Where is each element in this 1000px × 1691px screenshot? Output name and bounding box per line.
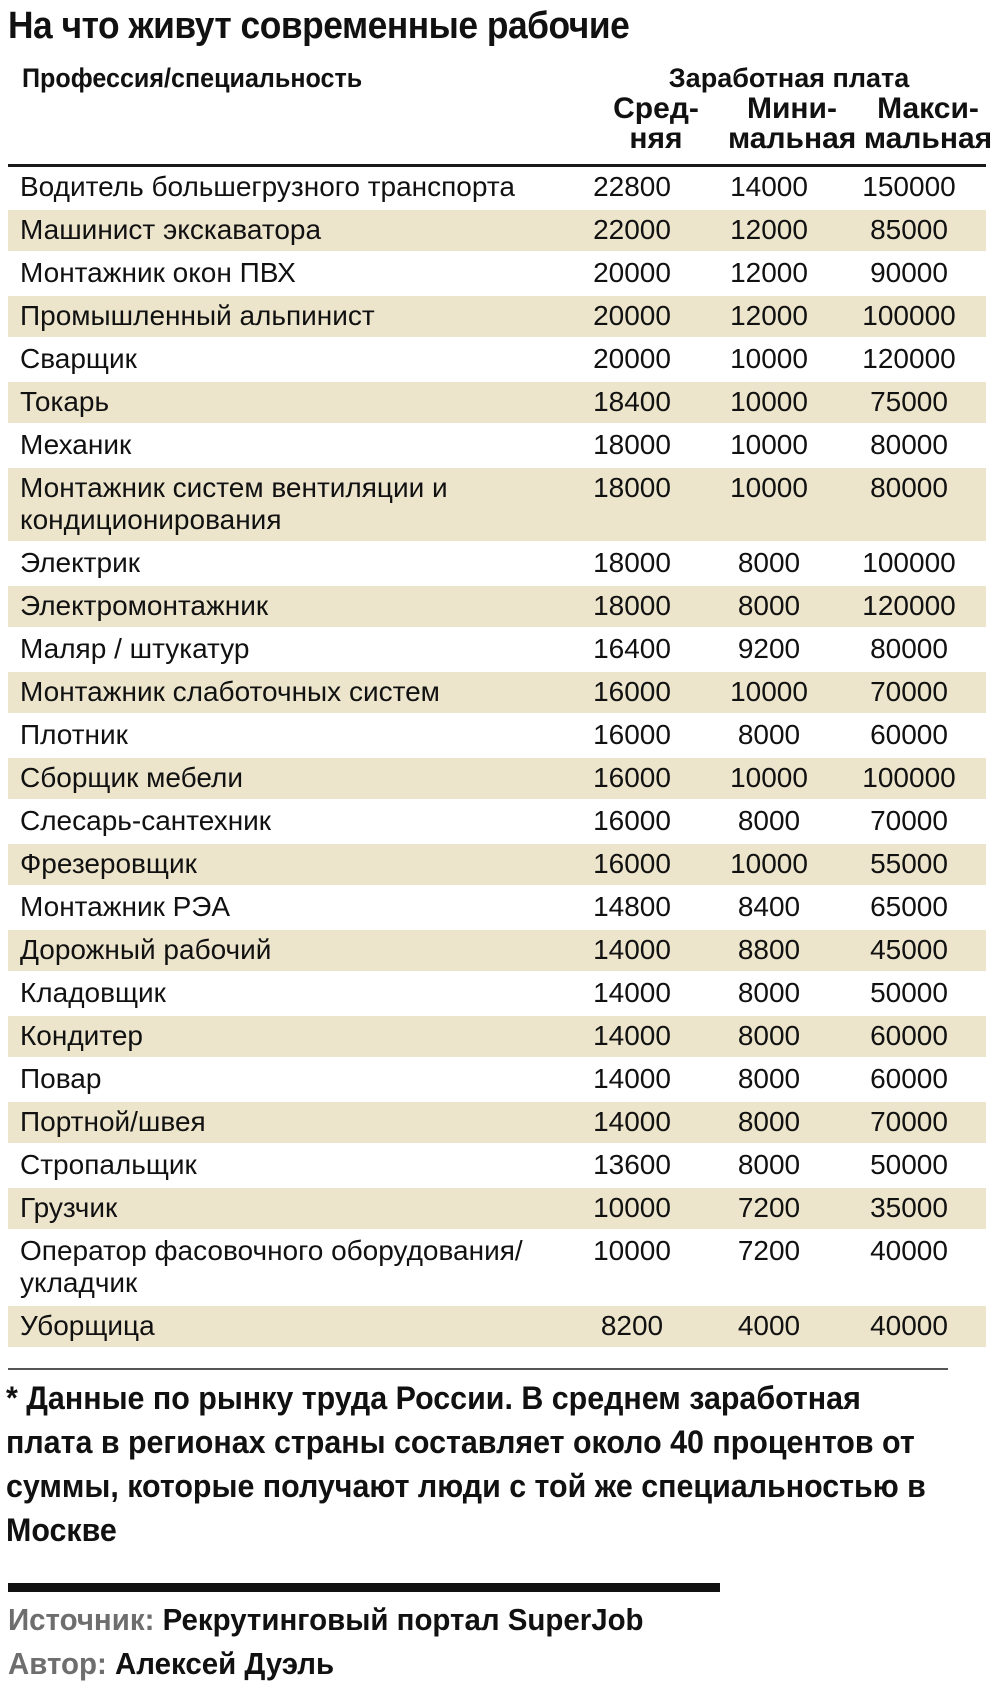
maximum-salary-cell: 65000 bbox=[870, 891, 948, 922]
maximum-salary-cell: 40000 bbox=[832, 1305, 986, 1348]
average-salary-cell: 14000 bbox=[593, 977, 671, 1008]
profession-cell bbox=[8, 167, 558, 209]
minimum-salary-cell: 8000 bbox=[737, 719, 801, 750]
profession-cell bbox=[8, 972, 558, 1015]
average-salary-cell: 14000 bbox=[558, 929, 706, 972]
source-label: Источник: bbox=[8, 1602, 155, 1637]
salary-table bbox=[8, 167, 986, 1349]
minimum-salary-cell: 8000 bbox=[706, 1101, 832, 1144]
average-salary-cell: 16000 bbox=[558, 843, 706, 886]
profession-cell bbox=[8, 886, 558, 929]
table-row bbox=[8, 1187, 986, 1230]
profession-line: Плотник bbox=[20, 719, 128, 750]
average-salary-cell: 16000 bbox=[558, 757, 706, 800]
profession-cell bbox=[8, 843, 558, 886]
maximum-salary-cell: 45000 bbox=[832, 929, 986, 972]
minimum-column-header bbox=[728, 94, 856, 154]
maximum-salary-cell: 120000 bbox=[832, 585, 986, 628]
table-row bbox=[8, 295, 986, 338]
maximum-salary-cell: 100000 bbox=[862, 547, 956, 578]
average-salary-cell: 18000 bbox=[558, 585, 706, 628]
footnote: * Данные по рынку труда России. В среднем заработная плата в регионах страны составляет около 40 процентов от суммы, которые получают люди с той же специальностью в Москве bbox=[6, 1380, 926, 1548]
table-row bbox=[8, 167, 986, 209]
maximum-salary-cell: 70000 bbox=[870, 805, 948, 836]
average-header-line: Сред- bbox=[613, 92, 699, 125]
table-row bbox=[8, 1144, 986, 1187]
average-salary-cell: 16000 bbox=[593, 805, 671, 836]
minimum-header-line: Мини- bbox=[747, 92, 837, 125]
average-salary-cell: 18400 bbox=[558, 381, 706, 424]
profession-line: Маляр / штукатур bbox=[20, 633, 250, 664]
profession-cell bbox=[8, 800, 558, 843]
average-salary-cell: 10000 bbox=[593, 1235, 671, 1266]
table-row bbox=[8, 1101, 986, 1144]
table-row bbox=[8, 542, 986, 585]
profession-cell bbox=[8, 467, 558, 542]
profession-cell bbox=[8, 929, 558, 972]
average-salary-cell: 16000 bbox=[558, 671, 706, 714]
profession-line: кондиционирования bbox=[20, 504, 282, 535]
average-salary-cell: 8200 bbox=[558, 1305, 706, 1348]
minimum-salary-cell: 10000 bbox=[706, 467, 832, 542]
average-column-header bbox=[606, 94, 706, 154]
maximum-salary-cell: 100000 bbox=[832, 295, 986, 338]
table-row bbox=[8, 886, 986, 929]
minimum-salary-cell: 7200 bbox=[706, 1187, 832, 1230]
table-row bbox=[8, 1305, 986, 1348]
average-salary-cell: 18000 bbox=[593, 429, 671, 460]
profession-cell bbox=[8, 1187, 558, 1230]
minimum-salary-cell: 8000 bbox=[737, 977, 801, 1008]
maximum-salary-cell: 75000 bbox=[832, 381, 986, 424]
profession-cell bbox=[8, 252, 558, 295]
profession-line: Промышленный альпинист bbox=[20, 300, 375, 331]
page-title: На что живут современные рабочие bbox=[8, 5, 630, 47]
profession-line: Слесарь-сантехник bbox=[20, 805, 272, 836]
profession-line: Повар bbox=[20, 1063, 102, 1094]
salary-table-body bbox=[8, 167, 986, 1348]
profession-cell bbox=[8, 1058, 558, 1101]
table-row bbox=[8, 467, 986, 542]
maximum-salary-cell: 80000 bbox=[870, 429, 948, 460]
profession-cell bbox=[8, 209, 558, 252]
profession-line: Электрик bbox=[20, 547, 140, 578]
profession-line: Водитель большегрузного транспорта bbox=[20, 171, 515, 202]
minimum-salary-cell: 8800 bbox=[706, 929, 832, 972]
minimum-salary-cell: 10000 bbox=[706, 671, 832, 714]
maximum-salary-cell: 100000 bbox=[832, 757, 986, 800]
maximum-salary-cell: 90000 bbox=[870, 257, 948, 288]
profession-line: Портной/швея bbox=[20, 1106, 206, 1137]
minimum-salary-cell: 10000 bbox=[730, 429, 808, 460]
minimum-salary-cell: 12000 bbox=[706, 209, 832, 252]
author-label: Автор: bbox=[8, 1646, 107, 1681]
maximum-salary-cell: 60000 bbox=[832, 1015, 986, 1058]
table-row bbox=[8, 843, 986, 886]
table-row bbox=[8, 252, 986, 295]
profession-cell bbox=[8, 628, 558, 671]
profession-cell bbox=[8, 585, 558, 628]
profession-line: Сварщик bbox=[20, 343, 137, 374]
average-salary-cell: 10000 bbox=[558, 1187, 706, 1230]
table-row bbox=[8, 209, 986, 252]
profession-cell bbox=[8, 1101, 558, 1144]
average-salary-cell: 14000 bbox=[558, 1015, 706, 1058]
minimum-salary-cell: 14000 bbox=[730, 171, 808, 202]
table-row bbox=[8, 1015, 986, 1058]
footnote-rule bbox=[8, 1368, 948, 1370]
table-row bbox=[8, 585, 986, 628]
profession-cell bbox=[8, 1144, 558, 1187]
author-value: Алексей Дуэль bbox=[115, 1646, 335, 1681]
table-row bbox=[8, 671, 986, 714]
profession-line: Токарь bbox=[20, 386, 110, 417]
maximum-header-line: мальная bbox=[863, 122, 993, 155]
profession-cell bbox=[8, 1230, 558, 1305]
average-salary-cell: 18000 bbox=[558, 467, 706, 542]
maximum-salary-cell: 80000 bbox=[870, 633, 948, 664]
average-salary-cell: 22800 bbox=[593, 171, 671, 202]
table-row bbox=[8, 929, 986, 972]
profession-line: Монтажник окон ПВХ bbox=[20, 257, 296, 288]
average-salary-cell: 20000 bbox=[558, 295, 706, 338]
table-row bbox=[8, 1058, 986, 1101]
minimum-salary-cell: 8000 bbox=[737, 805, 801, 836]
average-salary-cell: 20000 bbox=[593, 343, 671, 374]
profession-line: Кондитер bbox=[20, 1020, 143, 1051]
table-row bbox=[8, 338, 986, 381]
author-credit bbox=[8, 1645, 334, 1683]
profession-line: Оператор фасовочного оборудования/ bbox=[20, 1235, 523, 1266]
profession-line: Грузчик bbox=[20, 1192, 118, 1223]
maximum-salary-cell: 120000 bbox=[862, 343, 956, 374]
minimum-header-line: мальная bbox=[728, 122, 857, 155]
maximum-salary-cell: 50000 bbox=[870, 1149, 948, 1180]
maximum-salary-cell: 85000 bbox=[832, 209, 986, 252]
source-value: Рекрутинговый портал SuperJob bbox=[162, 1602, 644, 1637]
table-row bbox=[8, 714, 986, 757]
average-salary-cell: 13600 bbox=[593, 1149, 671, 1180]
profession-line: Машинист экскаватора bbox=[20, 214, 322, 245]
minimum-salary-cell: 8000 bbox=[737, 1149, 801, 1180]
profession-line: Дорожный рабочий bbox=[20, 934, 272, 965]
minimum-salary-cell: 12000 bbox=[706, 295, 832, 338]
profession-line: Кладовщик bbox=[20, 977, 166, 1008]
maximum-salary-cell: 70000 bbox=[832, 671, 986, 714]
average-salary-cell: 16400 bbox=[593, 633, 671, 664]
profession-cell bbox=[8, 338, 558, 381]
profession-cell bbox=[8, 542, 558, 585]
minimum-salary-cell: 9200 bbox=[737, 633, 801, 664]
minimum-salary-cell: 7200 bbox=[737, 1235, 801, 1266]
minimum-salary-cell: 8000 bbox=[737, 547, 801, 578]
table-row bbox=[8, 1230, 986, 1305]
profession-line: Монтажник систем вентиляции и bbox=[20, 472, 448, 503]
average-salary-cell: 14000 bbox=[593, 1063, 671, 1094]
maximum-salary-cell: 70000 bbox=[832, 1101, 986, 1144]
profession-line: Стропальщик bbox=[20, 1149, 197, 1180]
maximum-header-line: Макси- bbox=[877, 92, 979, 125]
average-salary-cell: 14000 bbox=[558, 1101, 706, 1144]
maximum-salary-cell: 80000 bbox=[832, 467, 986, 542]
profession-cell bbox=[8, 1015, 558, 1058]
profession-line: Монтажник РЭА bbox=[20, 891, 231, 922]
table-row bbox=[8, 381, 986, 424]
minimum-salary-cell: 12000 bbox=[730, 257, 808, 288]
table-row bbox=[8, 757, 986, 800]
minimum-salary-cell: 10000 bbox=[706, 381, 832, 424]
profession-line: Сборщик мебели bbox=[20, 762, 243, 793]
profession-cell bbox=[8, 671, 558, 714]
profession-line: Уборщица bbox=[20, 1310, 155, 1341]
average-salary-cell: 16000 bbox=[593, 719, 671, 750]
maximum-salary-cell: 60000 bbox=[870, 1063, 948, 1094]
table-row bbox=[8, 628, 986, 671]
maximum-salary-cell: 40000 bbox=[870, 1235, 948, 1266]
table-row bbox=[8, 424, 986, 467]
minimum-salary-cell: 10000 bbox=[730, 343, 808, 374]
profession-cell bbox=[8, 757, 558, 800]
average-salary-cell: 22000 bbox=[558, 209, 706, 252]
minimum-salary-cell: 8000 bbox=[706, 1015, 832, 1058]
profession-cell bbox=[8, 1305, 558, 1348]
minimum-salary-cell: 8400 bbox=[737, 891, 801, 922]
source-credit bbox=[8, 1601, 644, 1639]
average-salary-cell: 14800 bbox=[593, 891, 671, 922]
minimum-salary-cell: 10000 bbox=[706, 843, 832, 886]
profession-column-header: Профессия/специальность bbox=[22, 63, 363, 93]
table-row bbox=[8, 972, 986, 1015]
profession-line: Фрезеровщик bbox=[20, 848, 197, 879]
minimum-salary-cell: 4000 bbox=[706, 1305, 832, 1348]
profession-cell bbox=[8, 381, 558, 424]
maximum-salary-cell: 150000 bbox=[862, 171, 956, 202]
average-salary-cell: 20000 bbox=[593, 257, 671, 288]
maximum-column-header bbox=[862, 94, 994, 154]
profession-line: укладчик bbox=[20, 1267, 138, 1298]
profession-line: Электромонтажник bbox=[20, 590, 269, 621]
profession-cell bbox=[8, 714, 558, 757]
minimum-salary-cell: 10000 bbox=[706, 757, 832, 800]
profession-line: Монтажник слаботочных систем bbox=[20, 676, 440, 707]
table-row bbox=[8, 800, 986, 843]
minimum-salary-cell: 8000 bbox=[706, 585, 832, 628]
profession-cell bbox=[8, 424, 558, 467]
minimum-salary-cell: 8000 bbox=[737, 1063, 801, 1094]
profession-cell bbox=[8, 295, 558, 338]
profession-line: Механик bbox=[20, 429, 132, 460]
source-rule bbox=[8, 1583, 720, 1592]
maximum-salary-cell: 60000 bbox=[870, 719, 948, 750]
maximum-salary-cell: 55000 bbox=[832, 843, 986, 886]
maximum-salary-cell: 35000 bbox=[832, 1187, 986, 1230]
average-header-line: няя bbox=[629, 122, 683, 155]
average-salary-cell: 18000 bbox=[593, 547, 671, 578]
salary-group-header: Заработная плата bbox=[668, 63, 910, 93]
maximum-salary-cell: 50000 bbox=[870, 977, 948, 1008]
